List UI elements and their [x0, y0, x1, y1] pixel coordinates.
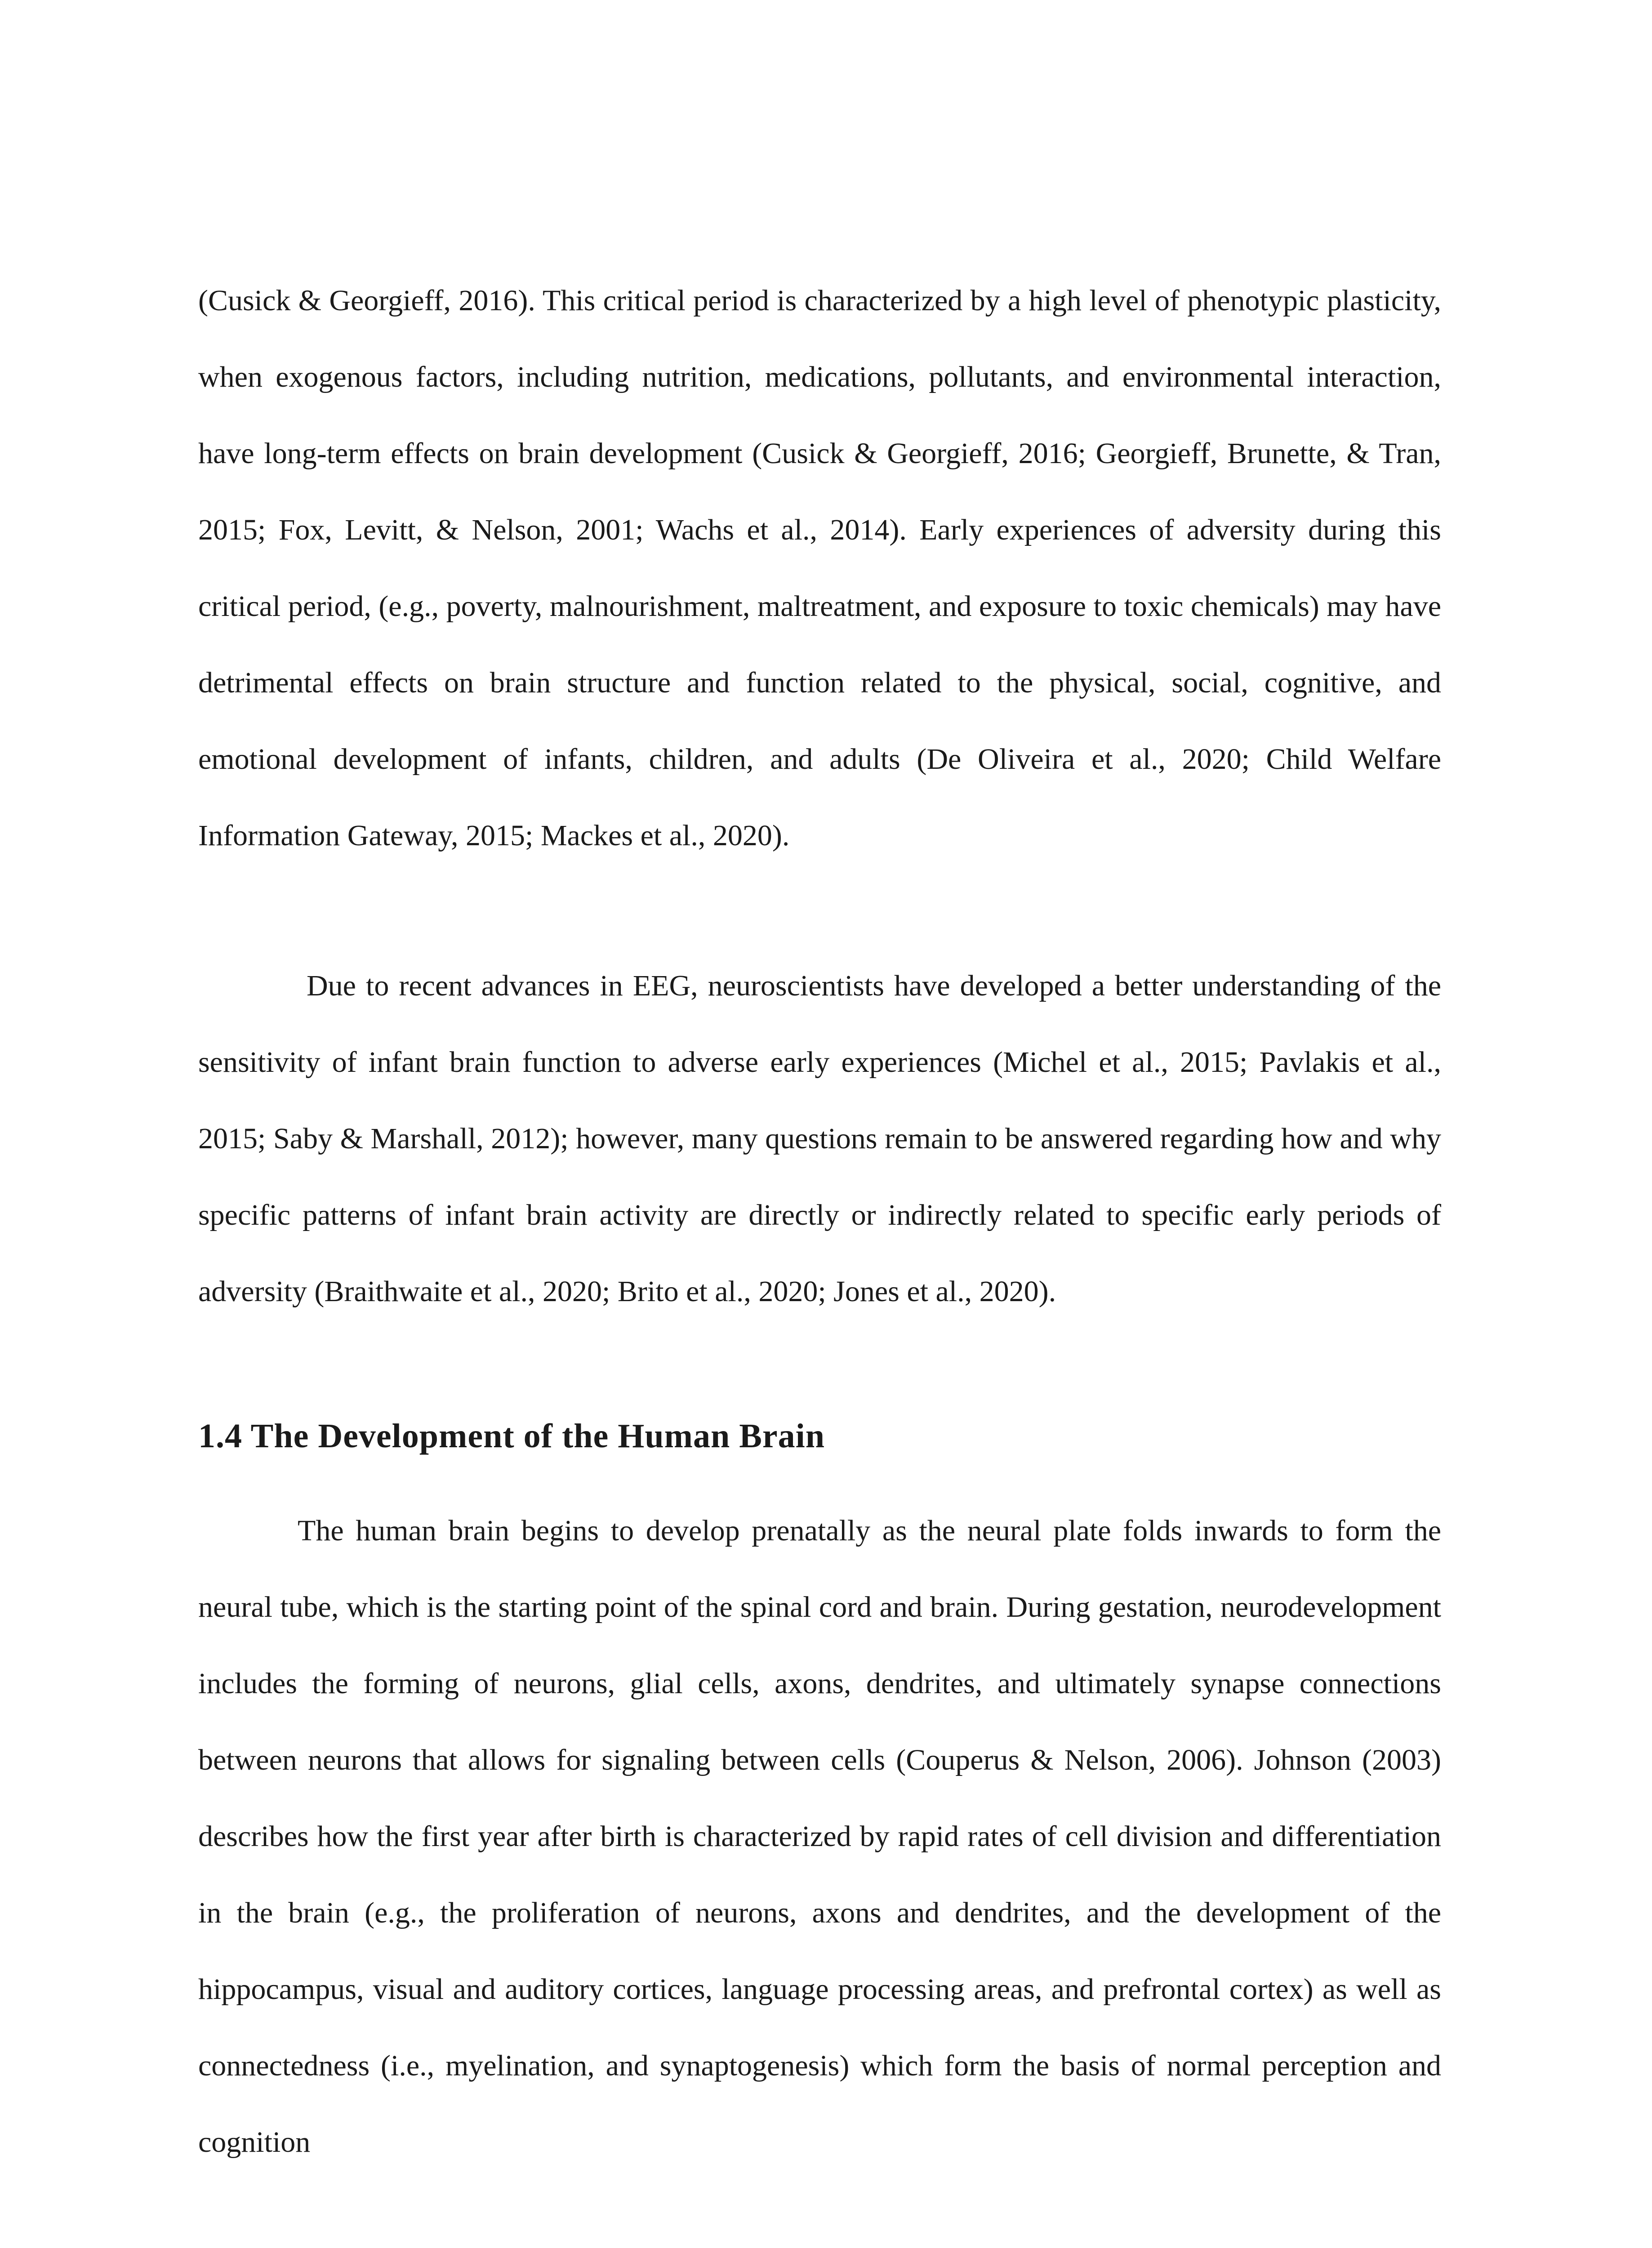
- body-paragraph: The human brain begins to develop prenatally as the neural plate folds inwards to form the neural tube, which is the starting point of the spinal cord and brain. During gestation, neurodevelopment includes the forming of neurons, glial cells, axons, dendrites, and ultimately synapse connections between neurons that allows for signaling between cells (Couperus & Nelson, 2006). Johnson (2003) describes how the first year after birth is characterized by rapid rates of cell division and differentiation in the brain (e.g., the proliferation of neurons, axons and dendrites, and the development of the hippocampus, visual and auditory cortices, language processing areas, and prefrontal cortex) as well as connectedness (i.e., myelination, and synaptogenesis) which form the basis of normal perception and cognition: [198, 1514, 1441, 2159]
- body-paragraph: Due to recent advances in EEG, neuroscientists have developed a better understanding of the sensitivity of infant brain function to adverse early experiences (Michel et al., 2015; Pavlakis et al., 2015; Saby & Marshall, 2012); however, many questions remain to be answered regarding how and why specific patterns of infant brain activity are directly or indirectly related to specific early periods of adversity (Braithwaite et al., 2020; Brito et al., 2020; Jones et al., 2020).: [198, 969, 1441, 1308]
- body-paragraph: (Cusick & Georgieff, 2016). This critical period is characterized by a high level of phenotypic plasticity, when exogenous factors, including nutrition, medications, pollutants, and environmental interaction, have long-term effects on brain development (Cusick & Georgieff, 2016; Georgieff, Brunette, & Tran, 2015; Fox, Levitt, & Nelson, 2001; Wachs et al., 2014). Early experiences of adversity during this critical period, (e.g., poverty, malnourishment, maltreatment, and exposure to toxic chemicals) may have detrimental effects on brain structure and function related to the physical, social, cognitive, and emotional development of infants, children, and adults (De Oliveira et al., 2020; Child Welfare Information Gateway, 2015; Mackes et al., 2020).: [198, 284, 1441, 852]
- section-heading: 1.4 The Development of the Human Brain: [198, 1417, 825, 1455]
